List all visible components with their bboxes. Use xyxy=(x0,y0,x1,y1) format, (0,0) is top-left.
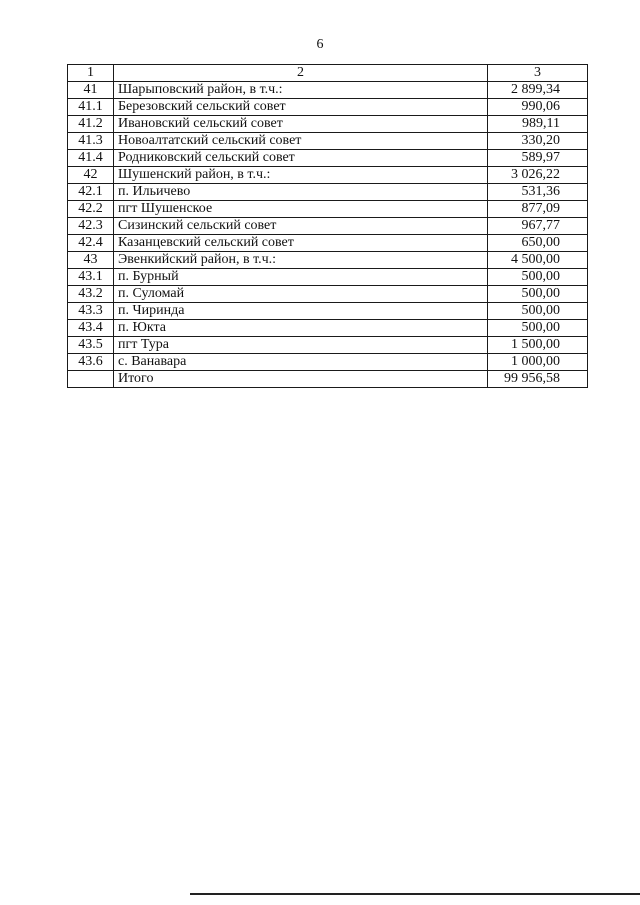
row-name-cell: п. Ильичево xyxy=(114,184,488,201)
row-name-cell: Эвенкийский район, в т.ч.: xyxy=(114,252,488,269)
row-name-cell: п. Юкта xyxy=(114,320,488,337)
row-number-cell: 43.6 xyxy=(68,354,114,371)
row-amount-cell: 990,06 xyxy=(488,99,588,116)
row-amount-cell: 3 026,22 xyxy=(488,167,588,184)
table-body xyxy=(68,65,588,388)
row-amount-cell: 989,11 xyxy=(488,116,588,133)
row-number-cell: 42.4 xyxy=(68,235,114,252)
allocation-table xyxy=(67,64,588,388)
table-row xyxy=(68,354,588,371)
row-amount-cell: 330,20 xyxy=(488,133,588,150)
row-number-cell: 42 xyxy=(68,167,114,184)
table-row xyxy=(68,150,588,167)
row-number-cell: 42.3 xyxy=(68,218,114,235)
column-header-name: 2 xyxy=(114,65,488,82)
row-name-cell: с. Ванавара xyxy=(114,354,488,371)
table-row xyxy=(68,82,588,99)
row-amount-cell: 500,00 xyxy=(488,303,588,320)
table-row xyxy=(68,201,588,218)
row-amount-cell: 500,00 xyxy=(488,320,588,337)
row-number-cell: 41.3 xyxy=(68,133,114,150)
row-amount-cell: 4 500,00 xyxy=(488,252,588,269)
table-row xyxy=(68,184,588,201)
row-name-cell: п. Чиринда xyxy=(114,303,488,320)
table-row xyxy=(68,286,588,303)
row-number-cell: 41.2 xyxy=(68,116,114,133)
row-amount-cell: 500,00 xyxy=(488,269,588,286)
row-number-cell: 43 xyxy=(68,252,114,269)
row-amount-cell: 500,00 xyxy=(488,286,588,303)
row-number-cell: 43.4 xyxy=(68,320,114,337)
table-row xyxy=(68,320,588,337)
table-row xyxy=(68,116,588,133)
row-number-cell: 43.2 xyxy=(68,286,114,303)
row-number-cell: 41.1 xyxy=(68,99,114,116)
table-row xyxy=(68,167,588,184)
row-number-cell: 43.1 xyxy=(68,269,114,286)
row-amount-cell: 531,36 xyxy=(488,184,588,201)
table-row xyxy=(68,269,588,286)
table-row xyxy=(68,371,588,388)
footer-rule xyxy=(190,893,640,895)
row-name-cell: пгт Шушенское xyxy=(114,201,488,218)
table-row xyxy=(68,252,588,269)
row-number-cell: 42.1 xyxy=(68,184,114,201)
column-header-amount: 3 xyxy=(488,65,588,82)
row-name-cell: Итого xyxy=(114,371,488,388)
row-number-cell xyxy=(68,371,114,388)
row-number-cell: 41 xyxy=(68,82,114,99)
column-header-number: 1 xyxy=(68,65,114,82)
row-number-cell: 43.5 xyxy=(68,337,114,354)
table-row xyxy=(68,235,588,252)
row-amount-cell: 967,77 xyxy=(488,218,588,235)
row-name-cell: п. Бурный xyxy=(114,269,488,286)
row-amount-cell: 877,09 xyxy=(488,201,588,218)
row-name-cell: Казанцевский сельский совет xyxy=(114,235,488,252)
table-row xyxy=(68,218,588,235)
row-number-cell: 42.2 xyxy=(68,201,114,218)
table-row xyxy=(68,133,588,150)
row-name-cell: Родниковский сельский совет xyxy=(114,150,488,167)
row-number-cell: 41.4 xyxy=(68,150,114,167)
table-header-row xyxy=(68,65,588,82)
row-amount-cell: 650,00 xyxy=(488,235,588,252)
row-name-cell: Шушенский район, в т.ч.: xyxy=(114,167,488,184)
row-name-cell: Березовский сельский совет xyxy=(114,99,488,116)
table-row xyxy=(68,337,588,354)
row-amount-cell: 1 500,00 xyxy=(488,337,588,354)
row-number-cell: 43.3 xyxy=(68,303,114,320)
row-amount-cell: 1 000,00 xyxy=(488,354,588,371)
table-row xyxy=(68,303,588,320)
row-amount-cell: 99 956,58 xyxy=(488,371,588,388)
row-amount-cell: 589,97 xyxy=(488,150,588,167)
row-name-cell: Шарыповский район, в т.ч.: xyxy=(114,82,488,99)
row-name-cell: Новоалтатский сельский совет xyxy=(114,133,488,150)
table-row xyxy=(68,99,588,116)
row-amount-cell: 2 899,34 xyxy=(488,82,588,99)
page-number: 6 xyxy=(316,37,324,52)
row-name-cell: пгт Тура xyxy=(114,337,488,354)
row-name-cell: п. Суломай xyxy=(114,286,488,303)
row-name-cell: Сизинский сельский совет xyxy=(114,218,488,235)
row-name-cell: Ивановский сельский совет xyxy=(114,116,488,133)
